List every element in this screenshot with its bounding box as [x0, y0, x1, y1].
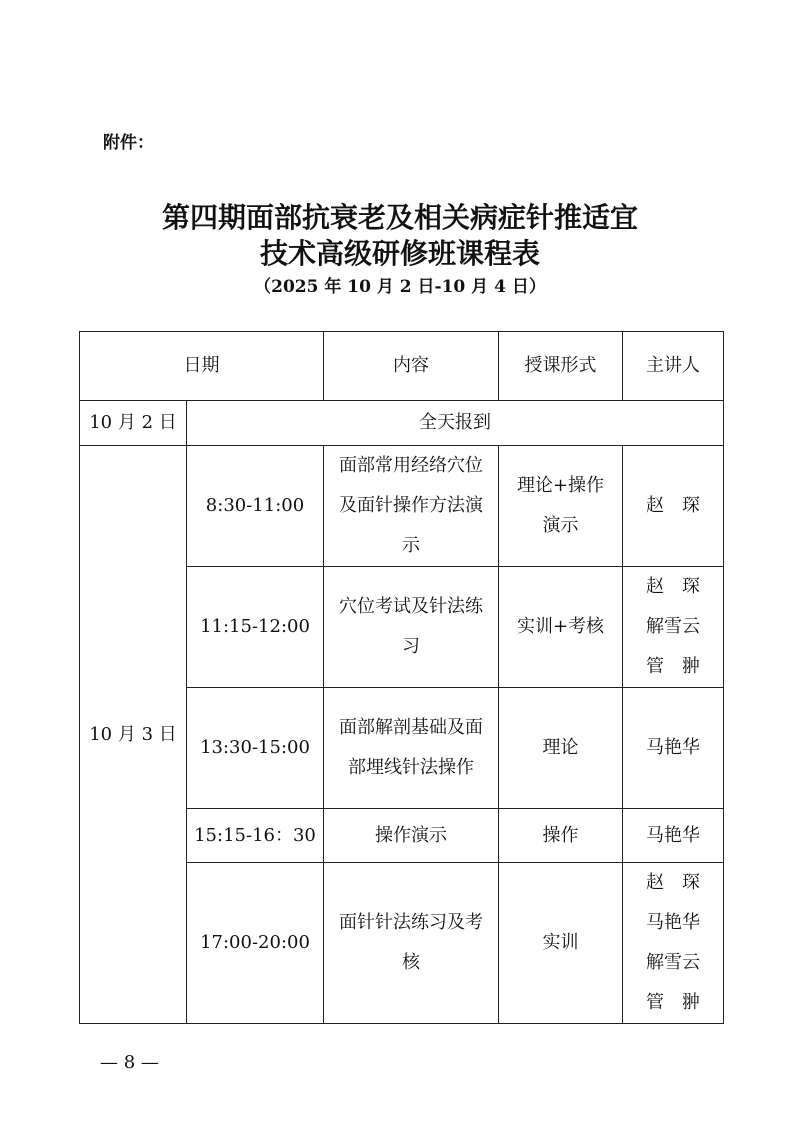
session-content-text: 面部解剖基础及面部埋线针法操作: [339, 717, 483, 778]
session-speakers: [623, 688, 724, 809]
speaker-name: 赵 琛: [646, 495, 700, 516]
header-content: 内容: [324, 332, 499, 401]
speaker-name: 解雪云: [646, 952, 700, 973]
date-range: （2025 年 10 月 2 日-10 月 4 日）: [254, 277, 546, 297]
course-schedule-table: [79, 331, 724, 1024]
session-content: [324, 688, 499, 809]
session-time: 17:00-20:00: [187, 863, 324, 1024]
session-format-text: 理论+操作演示: [516, 475, 605, 536]
session-content-text: 穴位考试及针法练习: [339, 596, 483, 657]
speaker-name: 马艳华: [646, 737, 700, 758]
session-content: [324, 446, 499, 567]
day1-date: 10 月 2 日: [80, 401, 187, 446]
session-format: 实训: [499, 863, 623, 1024]
document-title-line1: 第四期面部抗衰老及相关病症针推适宜: [161, 201, 638, 234]
header-speaker: 主讲人: [623, 332, 724, 401]
session-content-text: 面针针法练习及考核: [339, 912, 483, 973]
session-format: [499, 446, 623, 567]
session-speakers: [623, 446, 724, 567]
session-speakers: [623, 567, 724, 688]
table-row: [80, 446, 724, 567]
header-date: 日期: [80, 332, 324, 401]
session-time: 11:15-12:00: [187, 567, 324, 688]
session-time: 13:30-15:00: [187, 688, 324, 809]
document-title-line2: 技术高级研修班课程表: [259, 237, 540, 270]
speaker-name: 马艳华: [646, 912, 700, 933]
page-number: — 8 —: [100, 1052, 159, 1073]
speaker-name: 赵 琛: [646, 872, 700, 893]
table-header-row: [80, 332, 724, 401]
session-time: 15:15-16：30: [187, 809, 324, 863]
session-content-text: 面部常用经络穴位及面针操作方法演示: [339, 455, 483, 556]
day2-date: 10 月 3 日: [80, 446, 187, 1024]
session-format: 理论: [499, 688, 623, 809]
session-content: 操作演示: [324, 809, 499, 863]
session-speakers: [623, 809, 724, 863]
day1-content: 全天报到: [187, 401, 724, 446]
attachment-label: 附件：: [103, 133, 154, 153]
table-row: [80, 401, 724, 446]
header-format: 授课形式: [499, 332, 623, 401]
speaker-name: 赵 琛: [646, 576, 700, 597]
session-format: 操作: [499, 809, 623, 863]
session-time: 8:30-11:00: [187, 446, 324, 567]
session-content: [324, 567, 499, 688]
speaker-name: 解雪云: [646, 616, 700, 637]
session-format: 实训+考核: [499, 567, 623, 688]
speaker-name: 管 翀: [646, 992, 700, 1013]
session-speakers: [623, 863, 724, 1024]
speaker-name: 管 翀: [646, 656, 700, 677]
speaker-name: 马艳华: [646, 824, 700, 846]
session-content: [324, 863, 499, 1024]
